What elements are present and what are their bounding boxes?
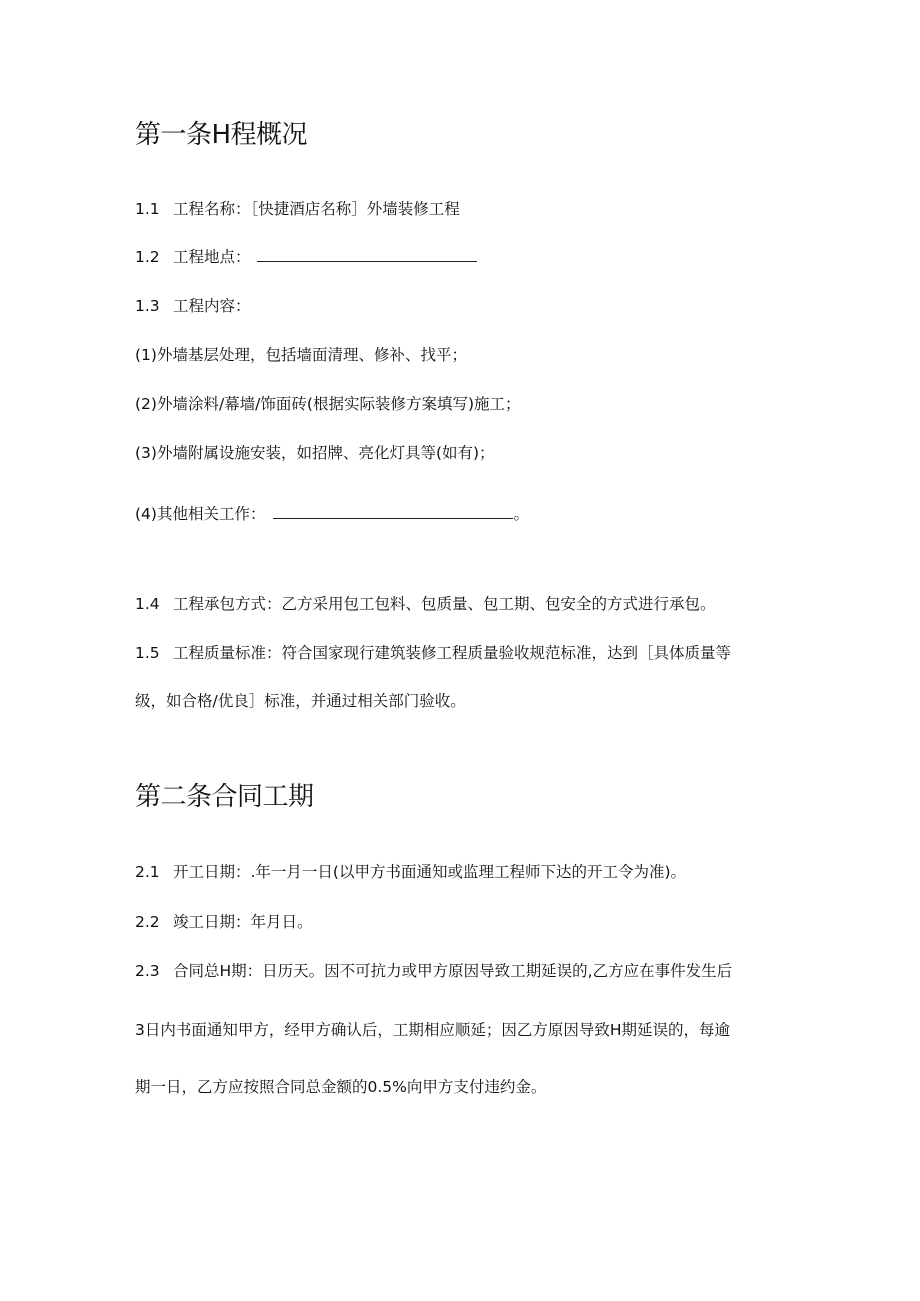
other-work-blank-field[interactable] xyxy=(273,504,513,519)
clause-label: 工程地点： xyxy=(173,248,251,266)
clause-2-3 xyxy=(135,961,732,981)
clause-end: 。 xyxy=(513,505,529,523)
content-item-2: (2)外墙涂料/幕墙/饰面砖(根据实际装修方案填写)施工； xyxy=(135,395,521,413)
clause-number: 1.4 xyxy=(135,595,160,613)
clause-number: 1.2 xyxy=(135,248,160,266)
clause-1-5 xyxy=(135,643,731,663)
clause-1-1 xyxy=(135,199,460,219)
clause-text: 工程质量标准：符合国家现行建筑装修工程质量验收规范标准，达到［具体质量等 xyxy=(173,644,732,662)
clause-number: 1.3 xyxy=(135,297,160,315)
clause-2-3-cont-1: 3日内书面通知甲方，经甲方确认后，工期相应顺延；因乙方原因导致H期延误的，每逾 xyxy=(135,1021,731,1039)
clause-text: 竣工日期：年月日。 xyxy=(173,913,313,931)
clause-2-3-cont-2: 期一日，乙方应按照合同总金额的0.5%向甲方支付违约金。 xyxy=(135,1078,547,1096)
clause-text: 工程内容： xyxy=(173,297,251,315)
content-item-1: (1)外墙基层处理，包括墙面清理、修补、找平； xyxy=(135,346,467,364)
clause-number: 1.5 xyxy=(135,644,160,662)
clause-number: 1.1 xyxy=(135,200,160,218)
clause-2-1 xyxy=(135,862,686,882)
content-item-3: (3)外墙附属设施安装，如招牌、亮化灯具等(如有)； xyxy=(135,444,495,462)
clause-text: 工程名称：［快捷酒店名称］外墙装修工程 xyxy=(173,200,460,218)
clause-2-2 xyxy=(135,912,313,932)
clause-number: 2.1 xyxy=(135,863,160,881)
clause-text: 开工日期：.年一月一日(以甲方书面通知或监理工程师下达的开工令为准)。 xyxy=(173,863,687,881)
clause-label: (4)其他相关工作： xyxy=(135,505,266,523)
section-2-heading: 第二条合同工期 xyxy=(135,782,314,812)
location-blank-field[interactable] xyxy=(257,247,477,262)
clause-number: 2.2 xyxy=(135,913,160,931)
clause-1-3 xyxy=(135,296,251,316)
section-1-heading: 第一条H程概况 xyxy=(135,120,308,150)
clause-text: 工程承包方式：乙方采用包工包料、包质量、包工期、包安全的方式进行承包。 xyxy=(173,595,716,613)
clause-1-5-cont: 级，如合格/优良］标准，并通过相关部门验收。 xyxy=(135,692,466,710)
content-item-4 xyxy=(135,504,529,524)
clause-number: 2.3 xyxy=(135,962,160,980)
clause-text: 合同总H期：日历天。因不可抗力或甲方原因导致工期延误的,乙方应在事件发生后 xyxy=(173,962,733,980)
clause-1-2 xyxy=(135,247,477,267)
clause-1-4 xyxy=(135,594,716,614)
